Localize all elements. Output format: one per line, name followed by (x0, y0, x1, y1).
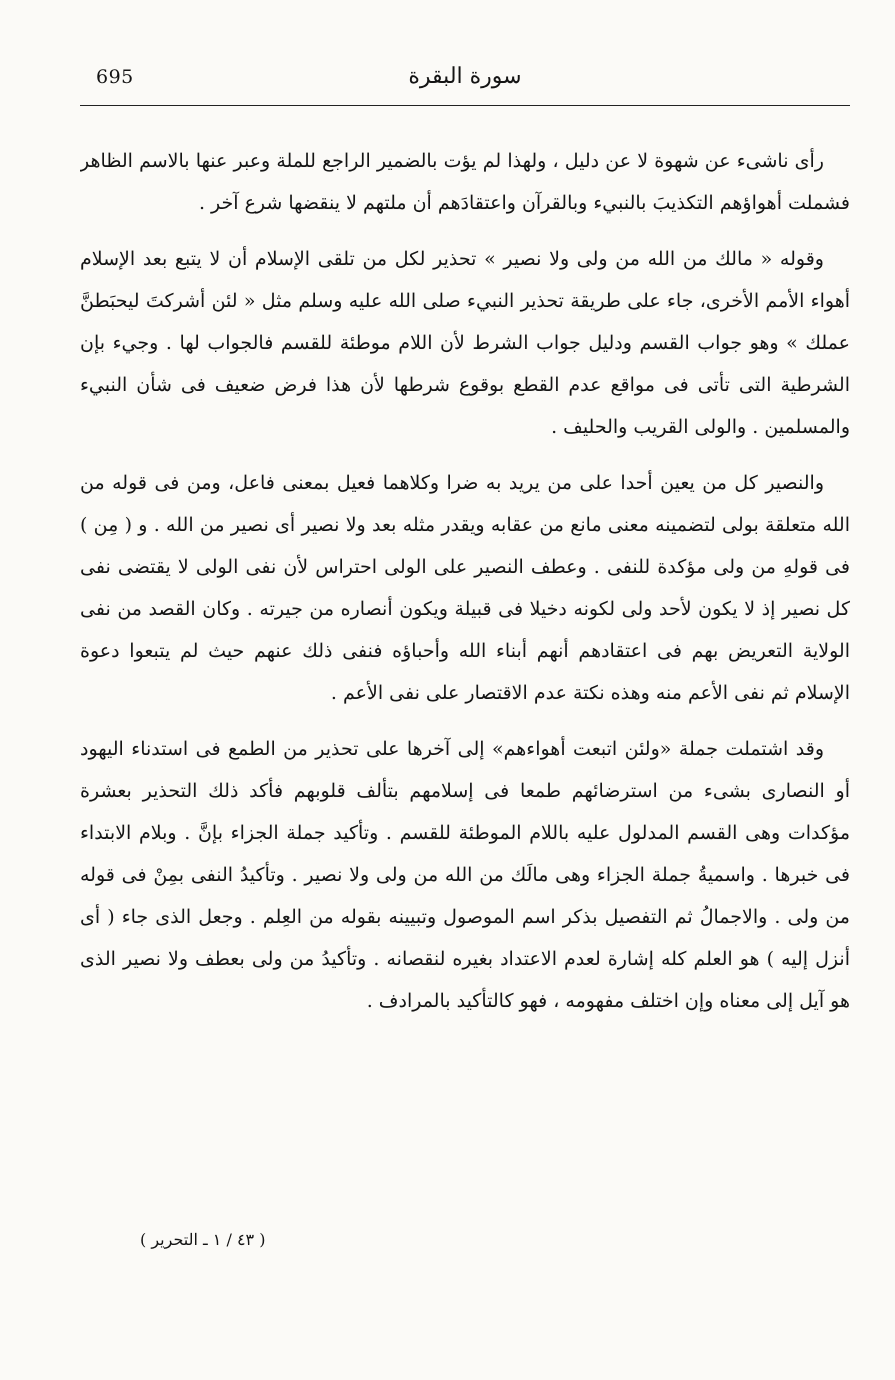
main-text (80, 140, 850, 1200)
paragraph-3: والنصير كل من يعين أحدا على من يريد به ضرا وكلاهما فعيل بمعنى فاعل، ومن فى قوله من الله متعلقة بولى لتضمينه معنى مانع من عقابه ويقدر مثله بعد ولا نصير أى نصير من الله . و ( مِن ) فى قولهِ من ولى مؤكدة للنفى . وعطف النصير على الولى احتراس لأن نفى الولى لا يقتضى نفى كل نصير إذ لا يكون لأحد ولى لكونه دخيلا فى قبيلة ويكون أنصاره من جيرته . وكان القصد من نفى الولاية التعريض بهم فى اعتقادهم أنهم أبناء الله وأحباؤه فنفى ذلك عنهم حيث لم يتبعوا دعوة الإسلام ثم نفى الأعم منه وهذه نكتة عدم الاقتصار على نفى الأعم . (80, 472, 850, 704)
paragraph-4: وقد اشتملت جملة «ولئن اتبعت أهواءهم» إلى آخرها على تحذير من الطمع فى استدناء اليهود أو النصارى بشىء من استرضائهم طمعا فى إسلامهم بتألف قلوبهم فأكد ذلك التحذير بعشرة مؤكدات وهى القسم المدلول عليه باللام الموطئة للقسم . وتأكيد جملة الجزاء بإنَّ . وبلام الابتداء فى خبرها . واسميةُ جملة الجزاء وهى مالَك من الله من ولى ولا نصير . وتأكيدُ النفى بمِنْ فى قوله من ولى . والاجمالُ ثم التفصيل بذكر اسم الموصول وتبيينه بقوله من العِلم . وجعل الذى جاء ( أى أنزل إليه ) هو العلم كله إشارة لعدم الاعتداد بغيره لنقصانه . وتأكيدُ من ولى بعطف ولا نصير الذى هو آيل إلى معناه وإن اختلف مفهومه ، فهو كالتأكيد بالمرادف . (80, 738, 850, 1012)
paragraph-2: وقوله « مالك من الله من ولى ولا نصير » تحذير لكل من تلقى الإسلام أن لا يتبع بعد الإسلام أهواء الأمم الأخرى، جاء على طريقة تحذير النبيء صلى الله عليه وسلم مثل « لئن أشركتَ ليحبَطنَّ عملك » وهو جواب القسم ودليل جواب الشرط لأن اللام موطئة للقسم فالجواب لها . وجيء بإن الشرطية التى تأتى فى مواقع عدم القطع بوقوع شرطها لأن هذا فرض ضعيف فى شأن النبيء والمسلمين . والولى القريب والحليف . (80, 248, 850, 438)
signature-mark: ( ٤٣ / ١ ـ التحرير ) (140, 1230, 266, 1249)
paragraph-1: رأى ناشىء عن شهوة لا عن دليل ، ولهذا لم يؤت بالضمير الراجع للملة وعبر عنها بالاسم الظاهر فشملت أهواؤهم التكذيبَ بالنبيء وبالقرآن واعتقادَهم أن ملتهم لا ينقضها شرع آخر . (80, 150, 850, 214)
running-header (80, 60, 850, 100)
header-divider (80, 105, 850, 106)
running-title: سورة البقرة (408, 64, 522, 89)
page-number: 695 (96, 66, 134, 88)
